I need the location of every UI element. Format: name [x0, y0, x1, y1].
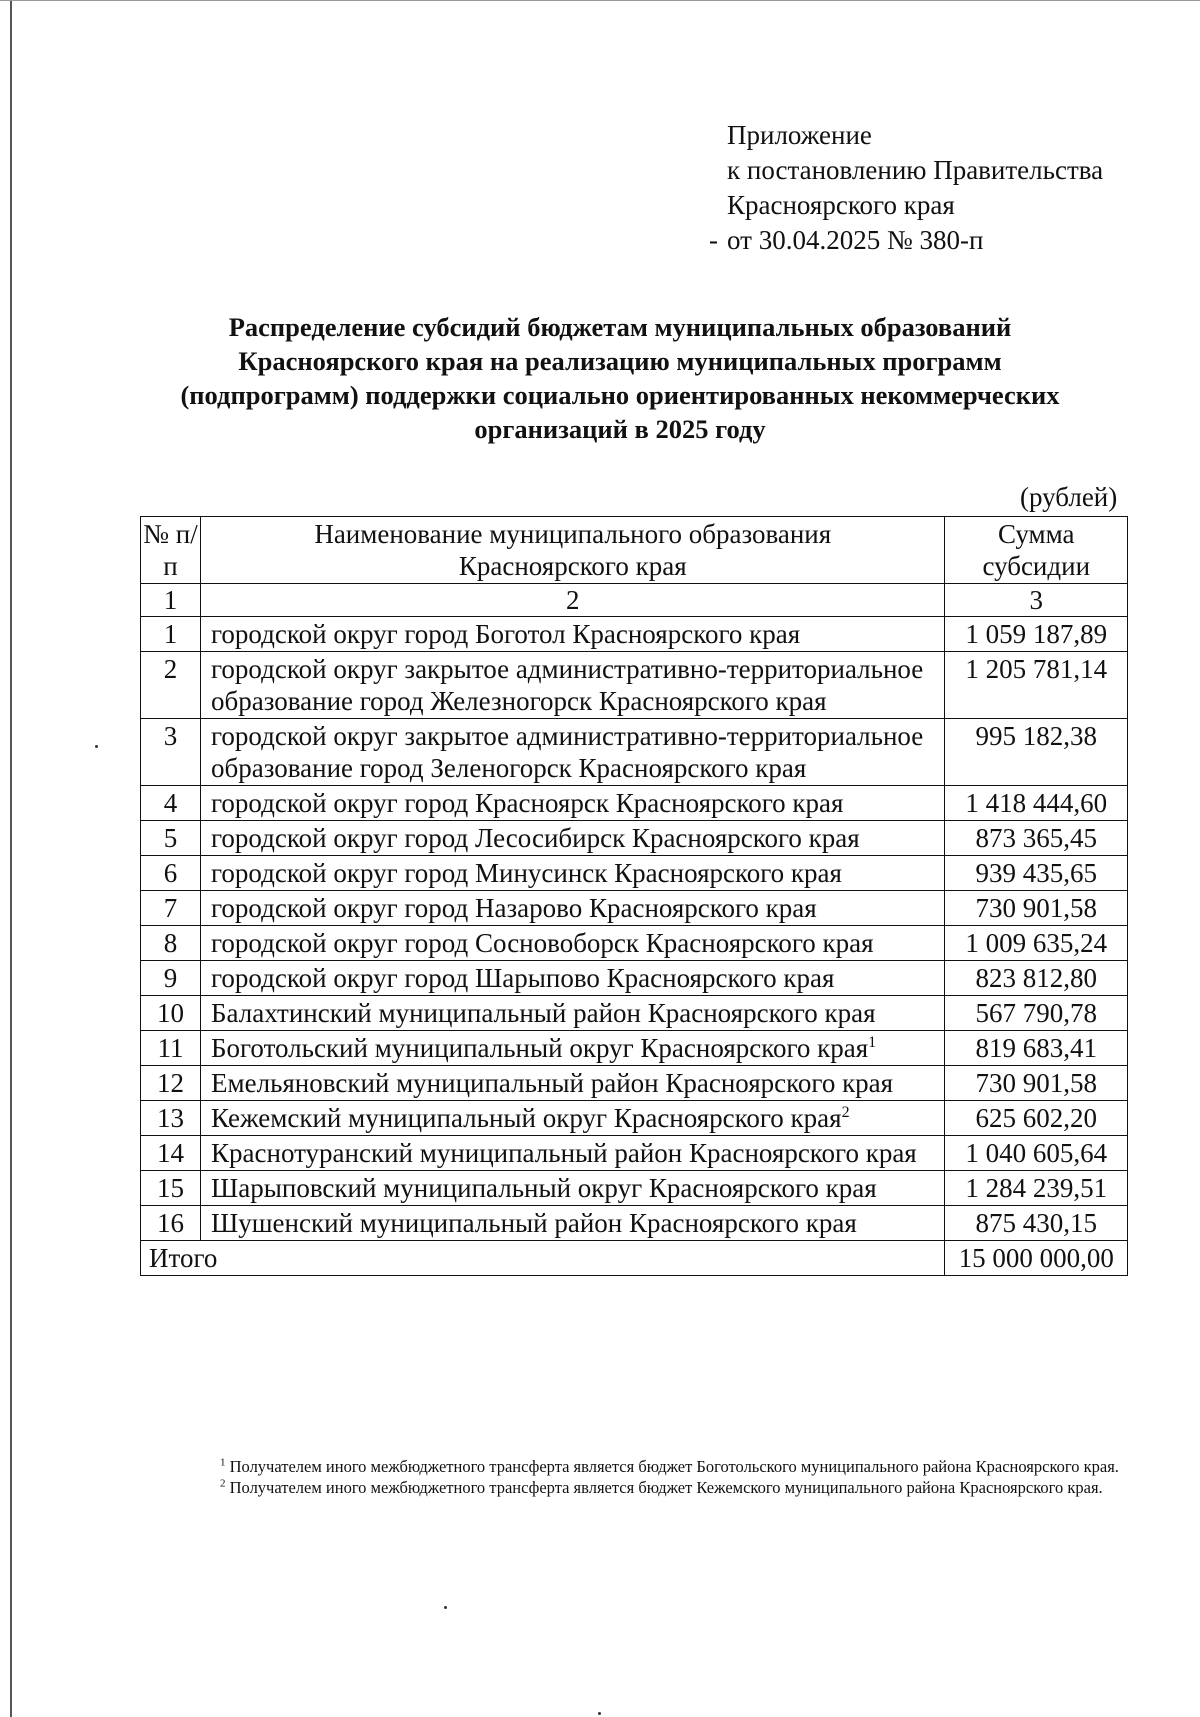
table-row — [141, 891, 1128, 926]
table-row — [141, 719, 1128, 786]
row-municipality — [201, 891, 945, 926]
row-number: 6 — [141, 856, 201, 891]
row-municipality — [201, 652, 945, 719]
row-number: 16 — [141, 1206, 201, 1241]
appendix-line: к постановлению Правительства — [727, 155, 1104, 185]
footnote-text: Получателем иного межбюджетного трансферта является бюджет Боготольского муниципального района Красноярского края. — [229, 1457, 1119, 1476]
row-sum: 1 205 781,14 — [945, 652, 1128, 719]
row-sum: 939 435,65 — [945, 856, 1128, 891]
municipality-name: Боготольский муниципальный округ Красноярского края — [211, 1033, 869, 1063]
municipality-name: городской округ город Шарыпово Красноярского края — [211, 963, 835, 993]
row-municipality — [201, 961, 945, 996]
subsidy-table — [140, 516, 1128, 1276]
row-sum: 625 602,20 — [945, 1101, 1128, 1136]
row-municipality — [201, 1031, 945, 1066]
row-municipality — [201, 1066, 945, 1101]
municipality-name: Балахтинский муниципальный район Красноярского края — [211, 998, 876, 1028]
municipality-name: Емельяновский муниципальный район Красноярского края — [211, 1068, 894, 1098]
table-row — [141, 996, 1128, 1031]
row-number: 10 — [141, 996, 201, 1031]
row-number: 11 — [141, 1031, 201, 1066]
table-row — [141, 617, 1128, 652]
table-row — [141, 1101, 1128, 1136]
footnotes — [150, 1456, 1130, 1498]
row-number: 15 — [141, 1171, 201, 1206]
row-municipality — [201, 821, 945, 856]
row-municipality — [201, 1136, 945, 1171]
row-sum: 819 683,41 — [945, 1031, 1128, 1066]
appendix-line: Красноярского края — [727, 190, 955, 220]
municipality-name: городской округ город Боготол Красноярского края — [211, 619, 801, 649]
total-row — [141, 1241, 1128, 1276]
row-number: 5 — [141, 821, 201, 856]
municipality-name: городской округ город Лесосибирск Красноярского края — [211, 823, 860, 853]
row-municipality — [201, 996, 945, 1031]
row-sum: 1 059 187,89 — [945, 617, 1128, 652]
footnote-mark: 2 — [220, 1477, 226, 1490]
title-line: (подпрограмм) поддержки социально ориентированных некоммерческих — [180, 380, 1060, 410]
unit-label: (рублей) — [1020, 482, 1118, 512]
row-sum: 995 182,38 — [945, 719, 1128, 786]
row-number: 1 — [141, 617, 201, 652]
table-row — [141, 652, 1128, 719]
row-number: 12 — [141, 1066, 201, 1101]
row-sum: 875 430,15 — [945, 1206, 1128, 1241]
scan-edge-line — [10, 0, 12, 1717]
municipality-name: городской округ город Минусинск Красноярского края — [211, 858, 842, 888]
table-row — [141, 1066, 1128, 1101]
row-municipality — [201, 719, 945, 786]
appendix-date-number: от 30.04.2025 № 380-п — [727, 225, 984, 255]
document-title — [140, 310, 1100, 446]
row-number: 9 — [141, 961, 201, 996]
row-number: 7 — [141, 891, 201, 926]
row-sum: 823 812,80 — [945, 961, 1128, 996]
appendix-block — [709, 118, 1167, 258]
table-index-row — [141, 584, 1128, 617]
row-sum: 873 365,45 — [945, 821, 1128, 856]
municipality-name: городской округ город Назарово Красноярского края — [211, 893, 817, 923]
row-municipality — [201, 1171, 945, 1206]
index-cell: 3 — [945, 584, 1128, 617]
municipality-name: городской округ закрытое административно-территориальное образование город Железногорск Красноярского края — [211, 654, 924, 716]
row-sum: 1 009 635,24 — [945, 926, 1128, 961]
row-municipality — [201, 1101, 945, 1136]
scan-speck — [95, 745, 98, 748]
table-row — [141, 821, 1128, 856]
table-row — [141, 856, 1128, 891]
row-number: 3 — [141, 719, 201, 786]
row-municipality — [201, 1206, 945, 1241]
footnote-ref: 2 — [841, 1104, 850, 1121]
index-cell: 2 — [201, 584, 945, 617]
row-sum: 1 418 444,60 — [945, 786, 1128, 821]
table-row — [141, 961, 1128, 996]
municipality-name: Шушенский муниципальный район Красноярского края — [211, 1208, 857, 1238]
scan-speck — [444, 1606, 447, 1609]
table-header-row — [141, 517, 1128, 584]
footnote-text: Получателем иного межбюджетного трансферта является бюджет Кежемского муниципального района Красноярского края. — [229, 1478, 1103, 1497]
scan-mark: - — [709, 225, 718, 255]
municipality-name: Шарыповский муниципальный округ Красноярского края — [211, 1173, 877, 1203]
appendix-line-wrap — [709, 223, 1167, 258]
municipality-name: Краснотуранский муниципальный район Красноярского края — [211, 1138, 917, 1168]
header-sum: Сумма субсидии — [945, 517, 1128, 584]
row-number: 8 — [141, 926, 201, 961]
footnote — [150, 1477, 1130, 1498]
header-num: № п/п — [141, 517, 201, 584]
row-municipality — [201, 786, 945, 821]
footnote — [150, 1456, 1130, 1477]
title-line: организаций в 2025 году — [474, 414, 766, 444]
municipality-name: городской округ город Сосновоборск Красноярского края — [211, 928, 874, 958]
row-number: 13 — [141, 1101, 201, 1136]
row-sum: 730 901,58 — [945, 891, 1128, 926]
municipality-name: Кежемский муниципальный округ Красноярского края — [211, 1103, 842, 1133]
scan-top-edge — [0, 0, 1200, 1]
row-number: 2 — [141, 652, 201, 719]
table-row — [141, 1136, 1128, 1171]
table-row — [141, 926, 1128, 961]
title-line: Распределение субсидий бюджетам муниципальных образований — [228, 312, 1012, 342]
index-cell: 1 — [141, 584, 201, 617]
row-sum: 1 040 605,64 — [945, 1136, 1128, 1171]
municipality-name: городской округ город Красноярск Красноярского края — [211, 788, 844, 818]
row-sum: 567 790,78 — [945, 996, 1128, 1031]
row-number: 4 — [141, 786, 201, 821]
row-number: 14 — [141, 1136, 201, 1171]
row-municipality — [201, 926, 945, 961]
total-sum: 15 000 000,00 — [945, 1241, 1128, 1276]
scan-speck — [598, 1712, 601, 1715]
table-row — [141, 1171, 1128, 1206]
footnote-ref: 1 — [868, 1034, 877, 1051]
header-name: Наименование муниципального образования Красноярского края — [201, 517, 945, 584]
row-municipality — [201, 856, 945, 891]
table-row — [141, 786, 1128, 821]
appendix-line: Приложение — [727, 120, 872, 150]
table-row — [141, 1206, 1128, 1241]
municipality-name: городской округ закрытое административно-территориальное образование город Зеленогорск Красноярского края — [211, 721, 924, 783]
table-row — [141, 1031, 1128, 1066]
footnote-mark: 1 — [220, 1456, 226, 1469]
title-line: Красноярского края на реализацию муниципальных программ — [238, 346, 1002, 376]
row-municipality — [201, 617, 945, 652]
row-sum: 1 284 239,51 — [945, 1171, 1128, 1206]
total-label: Итого — [141, 1241, 945, 1276]
row-sum: 730 901,58 — [945, 1066, 1128, 1101]
